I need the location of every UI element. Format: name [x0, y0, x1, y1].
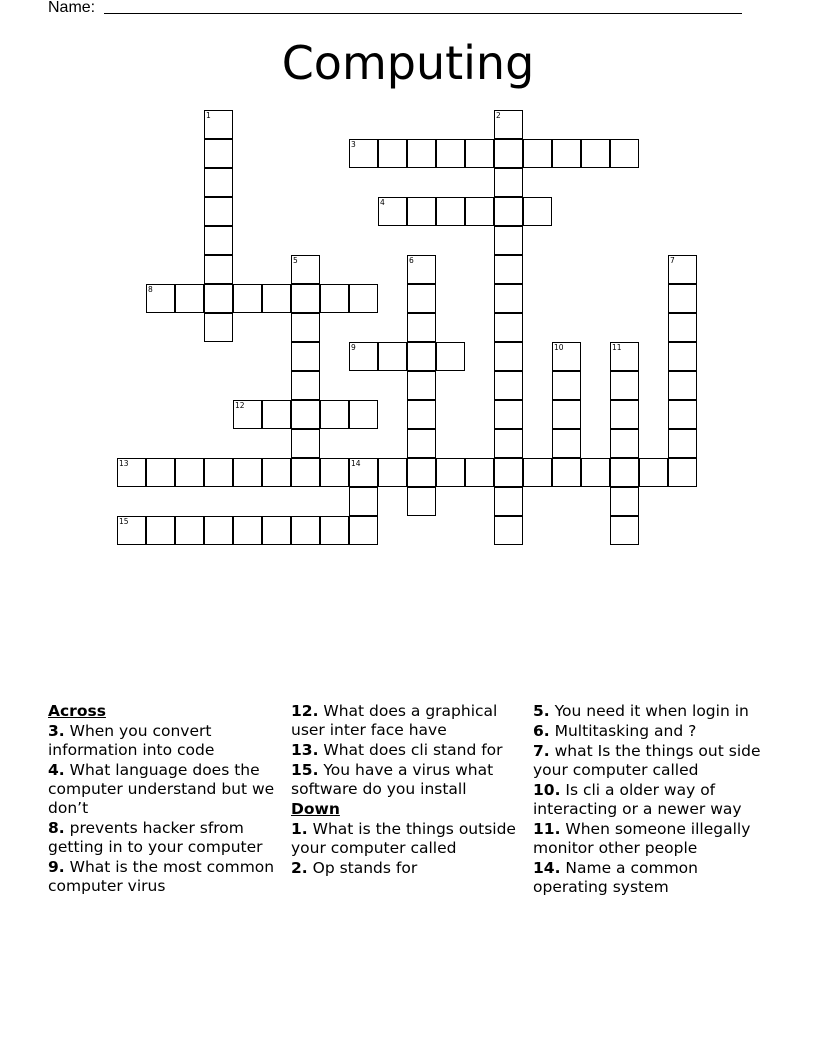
clue-text: What does cli stand for: [318, 741, 503, 759]
clue-number: 5: [293, 256, 298, 265]
grid-cell[interactable]: [494, 429, 523, 458]
clue-text: What language does the computer understand but we don’t: [48, 761, 275, 817]
grid-cell[interactable]: [610, 371, 639, 400]
clue-number: 9: [351, 343, 356, 352]
grid-cell[interactable]: [436, 139, 465, 168]
clue-item: [291, 702, 523, 741]
grid-cell[interactable]: [146, 284, 175, 313]
clue-number: 2: [496, 111, 501, 120]
grid-cell[interactable]: [146, 516, 175, 545]
grid-cell[interactable]: [494, 313, 523, 342]
grid-cell[interactable]: [320, 458, 349, 487]
clue-number: 13: [119, 459, 129, 468]
grid-cell[interactable]: [610, 400, 639, 429]
clue-item: [48, 858, 280, 897]
clue-item: [533, 781, 765, 820]
grid-cell[interactable]: [262, 400, 291, 429]
grid-cell[interactable]: [349, 342, 378, 371]
clue-num: 12.: [291, 702, 319, 720]
clue-number: 7: [670, 256, 675, 265]
grid-cell[interactable]: [407, 255, 436, 284]
grid-cell[interactable]: [407, 487, 436, 516]
clue-num: 5.: [533, 702, 550, 720]
clue-item: [291, 820, 523, 859]
clue-num: 1.: [291, 820, 308, 838]
grid-cell[interactable]: [494, 487, 523, 516]
clue-item: [48, 722, 280, 761]
grid-cell[interactable]: [494, 255, 523, 284]
grid-cell[interactable]: [233, 516, 262, 545]
grid-cell[interactable]: [204, 197, 233, 226]
grid-cell[interactable]: [349, 400, 378, 429]
clue-text: You have a virus what software do you install: [291, 761, 494, 798]
clue-num: 10.: [533, 781, 561, 799]
clue-item: [533, 722, 765, 742]
grid-cell[interactable]: [436, 458, 465, 487]
grid-cell[interactable]: [233, 284, 262, 313]
grid-cell[interactable]: [407, 139, 436, 168]
clue-item: [291, 761, 523, 800]
clue-number: 10: [554, 343, 564, 352]
grid-cell[interactable]: [436, 197, 465, 226]
grid-cell[interactable]: [494, 226, 523, 255]
grid-cell[interactable]: [407, 284, 436, 313]
grid-cell[interactable]: [291, 429, 320, 458]
across-heading: Across: [48, 702, 106, 720]
grid-cell[interactable]: [494, 342, 523, 371]
grid-cell[interactable]: [668, 371, 697, 400]
grid-cell[interactable]: [494, 516, 523, 545]
grid-cell[interactable]: [465, 197, 494, 226]
clue-text: prevents hacker sfrom getting in to your computer: [48, 819, 263, 856]
clue-number: 12: [235, 401, 245, 410]
grid-cell[interactable]: [407, 429, 436, 458]
grid-cell[interactable]: [291, 458, 320, 487]
grid-cell[interactable]: [552, 429, 581, 458]
clue-text: Name a common operating system: [533, 859, 698, 896]
grid-cell[interactable]: [117, 516, 146, 545]
grid-cell[interactable]: [552, 139, 581, 168]
grid-cell[interactable]: [494, 458, 523, 487]
grid-cell[interactable]: [291, 516, 320, 545]
grid-cell[interactable]: [320, 400, 349, 429]
clue-item: [533, 702, 765, 722]
grid-cell[interactable]: [175, 516, 204, 545]
grid-cell[interactable]: [610, 487, 639, 516]
clue-num: 2.: [291, 859, 308, 877]
clue-num: 13.: [291, 741, 319, 759]
grid-cell[interactable]: [668, 313, 697, 342]
grid-cell[interactable]: [552, 400, 581, 429]
clue-num: 3.: [48, 722, 65, 740]
grid-cell[interactable]: [523, 139, 552, 168]
grid-cell[interactable]: [494, 110, 523, 139]
grid-cell[interactable]: [378, 197, 407, 226]
grid-cell[interactable]: [291, 342, 320, 371]
grid-cell[interactable]: [146, 458, 175, 487]
clue-number: 11: [612, 343, 622, 352]
grid-cell[interactable]: [668, 400, 697, 429]
clue-number: 8: [148, 285, 153, 294]
clue-number: 14: [351, 459, 361, 468]
grid-cell[interactable]: [668, 458, 697, 487]
grid-cell[interactable]: [494, 371, 523, 400]
clue-item: [48, 761, 280, 819]
clue-item: [533, 820, 765, 859]
clue-item: [291, 859, 523, 879]
clue-number: 4: [380, 198, 385, 207]
grid-cell[interactable]: [668, 284, 697, 313]
clue-text: What does a graphical user inter face have: [291, 702, 498, 739]
grid-cell[interactable]: [291, 284, 320, 313]
grid-cell[interactable]: [668, 429, 697, 458]
grid-cell[interactable]: [581, 139, 610, 168]
grid-cell[interactable]: [204, 226, 233, 255]
grid-cell[interactable]: [204, 255, 233, 284]
grid-cell[interactable]: [117, 458, 146, 487]
grid-cell[interactable]: [494, 400, 523, 429]
clue-item: [48, 819, 280, 858]
clue-text: What is the things outside your computer called: [291, 820, 516, 857]
clue-text: When someone illegally monitor other people: [533, 820, 751, 857]
clues-column-1: [48, 702, 280, 897]
grid-cell[interactable]: [610, 429, 639, 458]
clue-item: [533, 859, 765, 898]
grid-cell[interactable]: [204, 110, 233, 139]
grid-cell[interactable]: [291, 255, 320, 284]
grid-cell[interactable]: [320, 516, 349, 545]
grid-cell[interactable]: [610, 516, 639, 545]
grid-cell[interactable]: [291, 313, 320, 342]
grid-cell[interactable]: [552, 342, 581, 371]
clue-num: 14.: [533, 859, 561, 877]
clue-num: 9.: [48, 858, 65, 876]
clues-column-3: [533, 702, 765, 898]
clues-column-2: [291, 702, 523, 879]
grid-cell[interactable]: [204, 168, 233, 197]
grid-cell[interactable]: [407, 342, 436, 371]
grid-cell[interactable]: [465, 458, 494, 487]
clue-text: Op stands for: [307, 859, 418, 877]
grid-cell[interactable]: [610, 458, 639, 487]
grid-cell[interactable]: [204, 284, 233, 313]
name-label: Name:: [48, 0, 96, 16]
grid-cell[interactable]: [407, 313, 436, 342]
grid-cell[interactable]: [407, 400, 436, 429]
grid-cell[interactable]: [523, 458, 552, 487]
grid-cell[interactable]: [494, 197, 523, 226]
grid-cell[interactable]: [378, 342, 407, 371]
grid-cell[interactable]: [349, 516, 378, 545]
grid-cell[interactable]: [349, 487, 378, 516]
grid-cell[interactable]: [291, 371, 320, 400]
grid-cell[interactable]: [407, 197, 436, 226]
clue-number: 6: [409, 256, 414, 265]
grid-cell[interactable]: [320, 284, 349, 313]
grid-cell[interactable]: [523, 197, 552, 226]
grid-cell[interactable]: [233, 400, 262, 429]
grid-cell[interactable]: [610, 139, 639, 168]
page-title: Computing: [281, 36, 535, 90]
grid-cell[interactable]: [494, 139, 523, 168]
clue-number: 15: [119, 517, 129, 526]
grid-cell[interactable]: [262, 458, 291, 487]
grid-cell[interactable]: [581, 458, 610, 487]
grid-cell[interactable]: [349, 458, 378, 487]
clue-num: 15.: [291, 761, 319, 779]
clue-text: what Is the things out side your computer called: [533, 742, 761, 779]
grid-cell[interactable]: [407, 458, 436, 487]
clue-text: You need it when login in: [549, 702, 749, 720]
clue-number: 3: [351, 140, 356, 149]
grid-cell[interactable]: [175, 458, 204, 487]
grid-cell[interactable]: [204, 313, 233, 342]
clue-num: 6.: [533, 722, 550, 740]
clue-text: Multitasking and ?: [549, 722, 697, 740]
grid-cell[interactable]: [378, 458, 407, 487]
clue-text: What is the most common computer virus: [48, 858, 275, 895]
clue-num: 4.: [48, 761, 65, 779]
grid-cell[interactable]: [494, 284, 523, 313]
grid-cell[interactable]: [349, 284, 378, 313]
down-heading: Down: [291, 800, 340, 818]
grid-cell[interactable]: [494, 168, 523, 197]
grid-cell[interactable]: [204, 516, 233, 545]
grid-cell[interactable]: [436, 342, 465, 371]
grid-cell[interactable]: [262, 284, 291, 313]
clue-num: 8.: [48, 819, 65, 837]
grid-cell[interactable]: [552, 371, 581, 400]
grid-cell[interactable]: [668, 342, 697, 371]
grid-cell[interactable]: [610, 342, 639, 371]
clue-item: [291, 741, 523, 761]
grid-cell[interactable]: [668, 255, 697, 284]
clue-num: 7.: [533, 742, 550, 760]
grid-cell[interactable]: [407, 371, 436, 400]
grid-cell[interactable]: [639, 458, 668, 487]
grid-cell[interactable]: [291, 400, 320, 429]
clue-text: When you convert information into code: [48, 722, 215, 759]
grid-cell[interactable]: [552, 458, 581, 487]
grid-cell[interactable]: [378, 139, 407, 168]
clue-item: [533, 742, 765, 781]
grid-cell[interactable]: [262, 516, 291, 545]
grid-cell[interactable]: [465, 139, 494, 168]
grid-cell[interactable]: [233, 458, 262, 487]
grid-cell[interactable]: [349, 139, 378, 168]
clue-number: 1: [206, 111, 211, 120]
clue-num: 11.: [533, 820, 561, 838]
clue-text: Is cli a older way of interacting or a newer way: [533, 781, 742, 818]
grid-cell[interactable]: [204, 139, 233, 168]
grid-cell[interactable]: [204, 458, 233, 487]
grid-cell[interactable]: [175, 284, 204, 313]
